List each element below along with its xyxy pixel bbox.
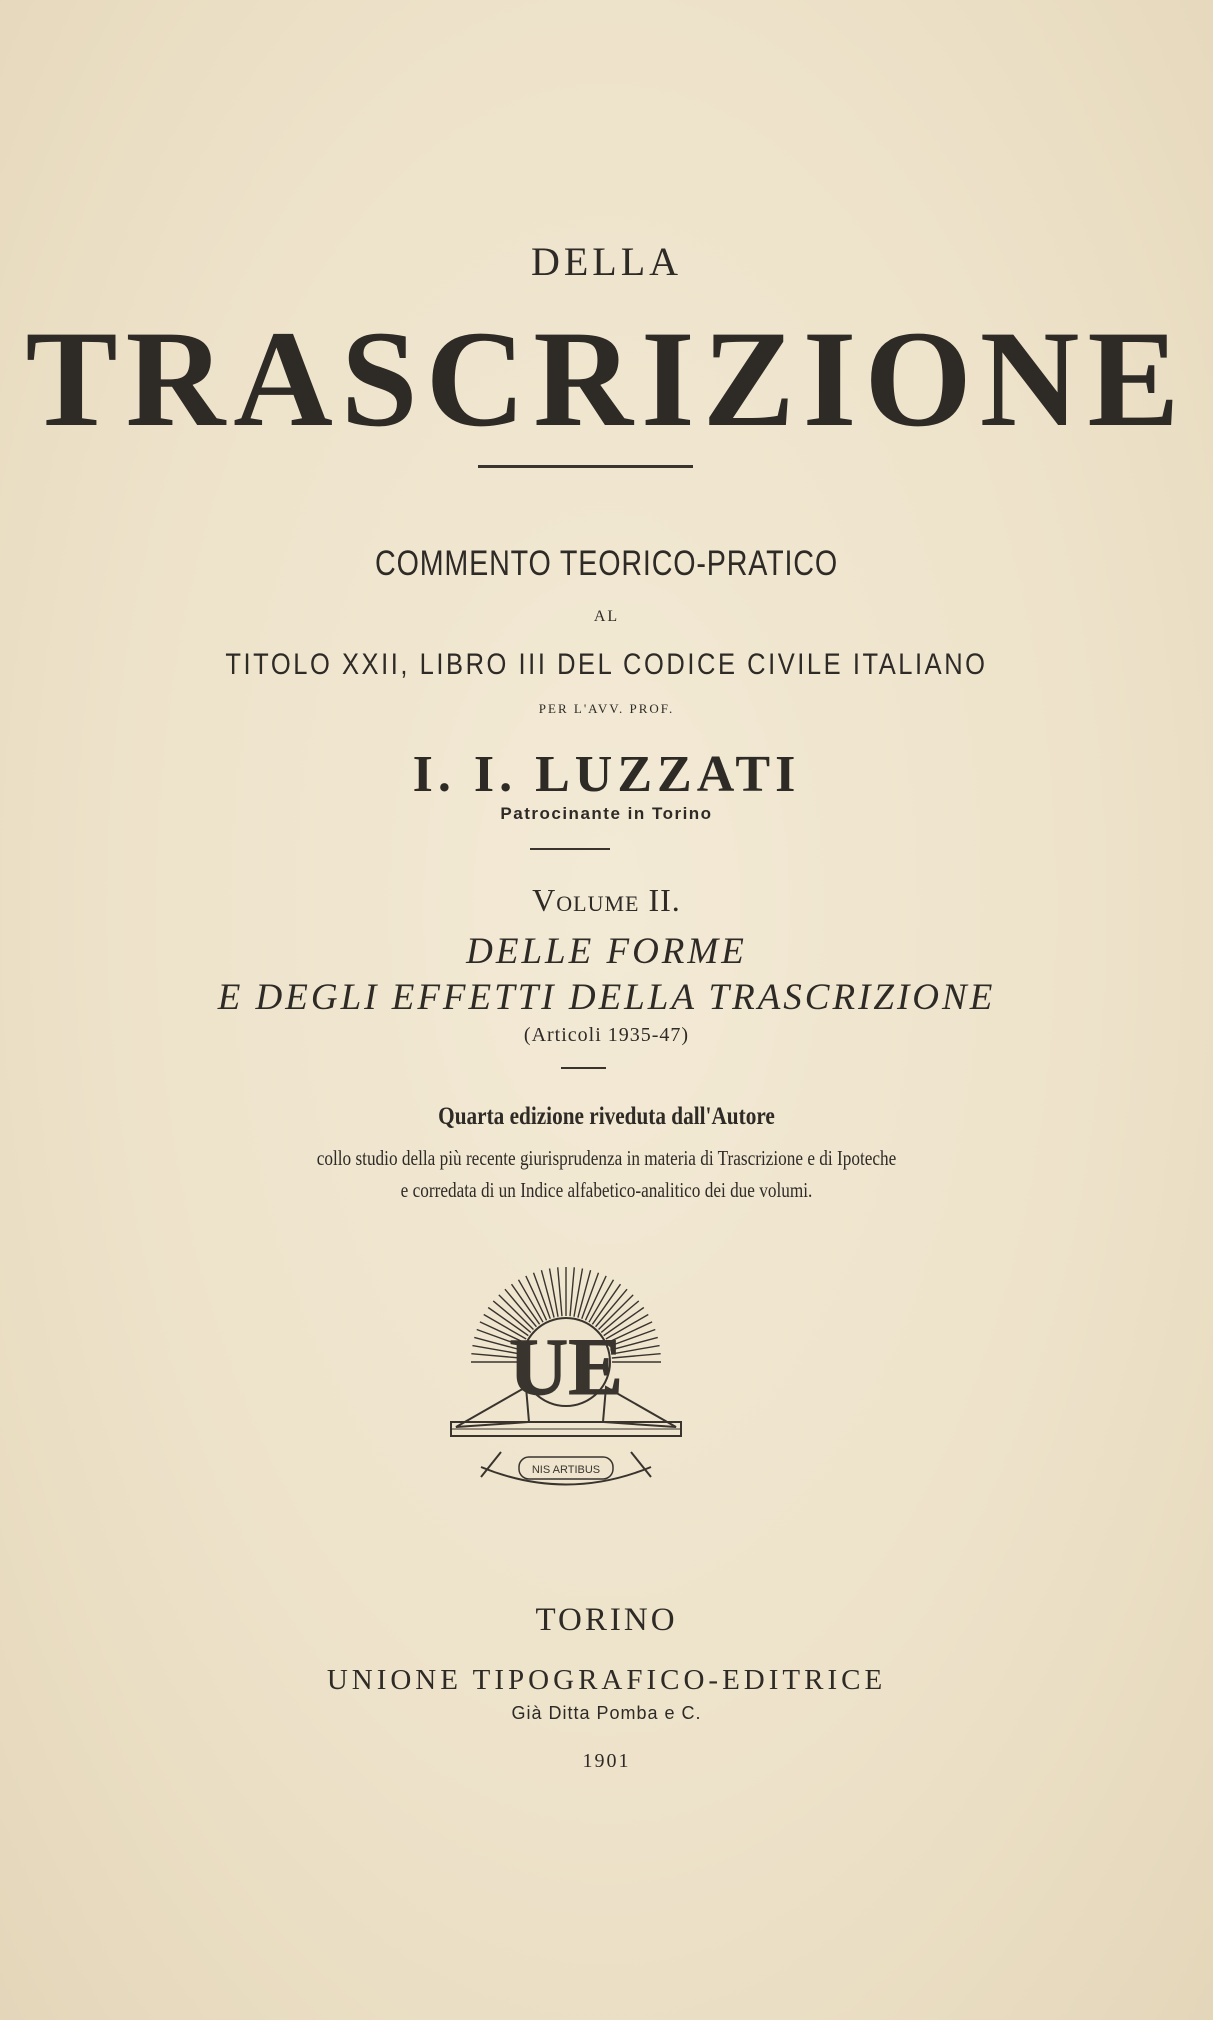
svg-text:UE: UE: [509, 1321, 623, 1412]
emblem-ray: [550, 1268, 559, 1316]
pre-title: DELLA: [530, 239, 683, 284]
subtitle-connector: AL: [593, 608, 620, 625]
publication-city: TORINO: [535, 1602, 678, 1638]
publication-year: 1901: [582, 1750, 631, 1772]
author-prefix: PER L'AVV. PROF.: [538, 701, 675, 716]
edition-statement: Quarta edizione riveduta dall'Autore: [438, 1103, 775, 1130]
main-title: TRASCRIZIONE: [25, 302, 1188, 455]
publisher-note: Già Ditta Pomba e C.: [511, 1703, 702, 1723]
volume-title-line-1: DELLE FORME: [466, 931, 747, 972]
volume-rule: [561, 1067, 606, 1069]
author-name: I. I. LUZZATI: [412, 746, 801, 803]
emblem-ray: [570, 1267, 574, 1316]
articles-range: (Articoli 1935-47): [523, 1024, 690, 1046]
volume-title-line-2: E DEGLI EFFETTI DELLA TRASCRIZIONE: [217, 977, 996, 1018]
emblem-ray: [592, 1284, 620, 1324]
code-reference: TITOLO XXII, LIBRO III DEL CODICE CIVILE ITALIANO: [225, 648, 988, 681]
emblem-motto: NIS ARTIBUS: [531, 1464, 601, 1476]
author-rule: [530, 848, 610, 850]
publisher-name: UNIONE TIPOGRAFICO-EDITRICE: [326, 1664, 887, 1696]
emblem-ray: [512, 1284, 540, 1324]
edition-note-line-2: e corredata di un Indice alfabetico-analitico dei due volumi.: [400, 1178, 813, 1202]
publisher-emblem-icon: [441, 1262, 691, 1517]
author-affiliation: Patrocinante in Torino: [500, 804, 713, 823]
subtitle: COMMENTO TEORICO-PRATICO: [375, 544, 838, 583]
emblem-ray: [558, 1267, 562, 1316]
emblem-ray: [574, 1268, 583, 1316]
edition-note-line-1: collo studio della più recente giurisprudenza in materia di Trascrizione e di Ipoteche: [316, 1146, 897, 1170]
title-rule: [478, 465, 693, 468]
volume-label: Volume II.: [532, 882, 681, 918]
